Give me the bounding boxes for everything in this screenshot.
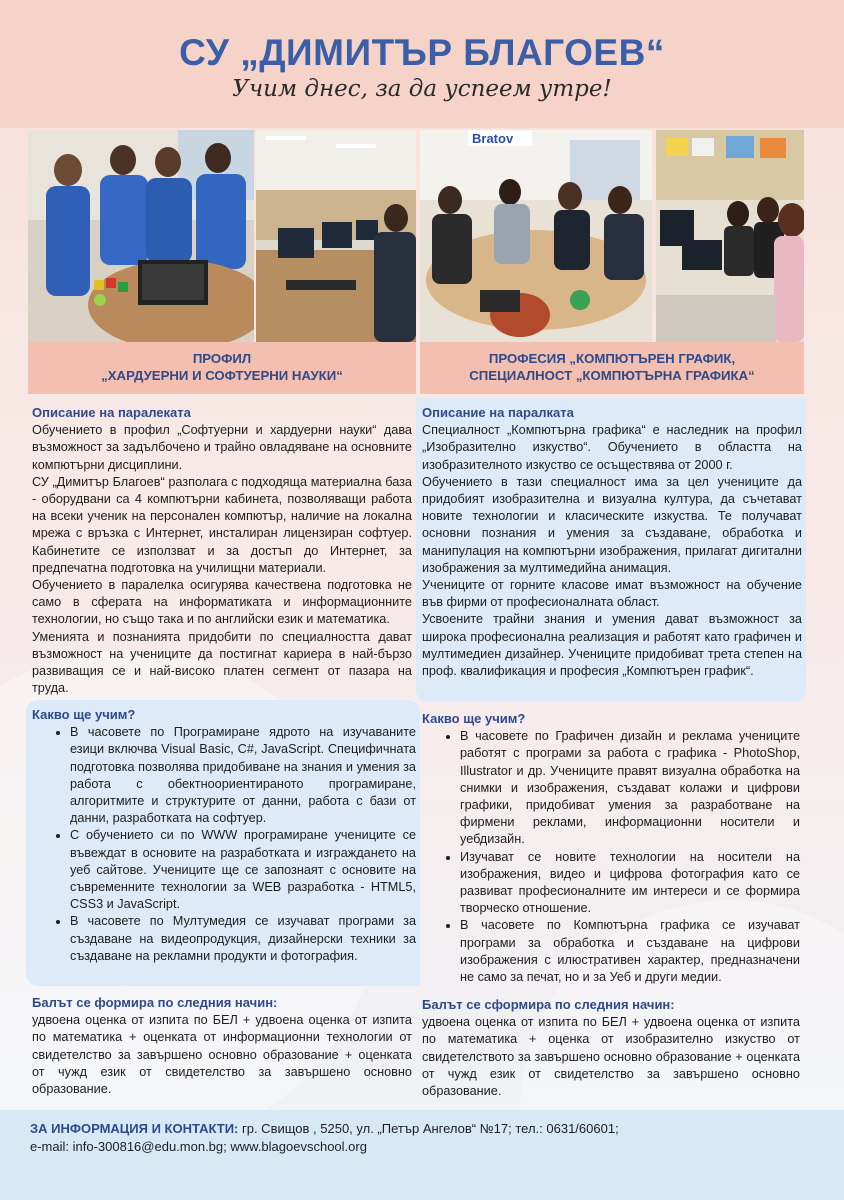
right-description [416,398,806,702]
right-score-heading: Балът се сформира по следния начин: [422,997,675,1012]
paragraph: Уменията и познанията придобити по специалността дават възможност на учениците да постигнат кариера в най-бързо развиващия се и най-високо платен сегмент от пазара на труда. [32,629,412,696]
right-score-text: удвоена оценка от изпита по БЕЛ + удвоена оценка от изпита по математика + оценка от изобразително изкуство от свидетелството за завършено основно образование + оценката от чужд език от свидетелство за завършено основно образование. [422,1015,800,1099]
photo-students-robotics [28,130,254,342]
sign-text: Bratov [472,131,514,146]
contacts [30,1120,830,1156]
left-profile-line1: ПРОФИЛ [192,351,252,366]
paragraph: Усвоените трайни знания и умения дават възможност за широка професионална реализация и работят като графичен и мултимедиен дизайнер. Учениците придобиват трета степен на проф. квалификация и професия „Компютърен график“. [422,612,802,679]
right-profile-line2: СПЕЦИАЛНОСТ „КОМПЮТЪРНА ГРАФИКА“ [469,368,755,383]
list-item: • В часовете по Компютърна графика се изучават програми за обработка и създаване на цифрови изображения с илюстративен характер, предназначени не само за печат, но и за Уеб и други медии. [460,917,800,986]
paragraph: СУ „Димитър Благоев“ разполага с подходяща материална база - оборудвани са 4 компютърни кабинета, позволяващи работа на всеки ученик на персонален компютър, наличие на локална мрежа с връзка с Интернет, инсталиран лицензиран софтуер. Кабинетите се използват и за достъп до Интернет, за предпечатна подготовка на училищни материали. [32,474,412,575]
left-learn-section [26,700,420,986]
contacts-email-web: e-mail: info-300816@edu.mon.bg; www.blagoevschool.org [30,1139,367,1154]
right-description-heading: Описание на паралката [422,405,574,420]
list-item: • В часовете по Програмиране ядрото на изучаваните езици включва Visual Basic, C#, JavaScript. Специфичната подготовка позволява придобиване на знания и умения за работа с обектноориентираното програмиране, алгоритмите и структурите от данни, работа с бази от данни, разработката на софтуер. [70,724,416,827]
paragraph: Обучението в паралелка осигурява качествена подготовка не само в сферата на информатиката и информационните технологии, но също така и по английски език и математика. [32,578,412,627]
contacts-label: ЗА ИНФОРМАЦИЯ И КОНТАКТИ: [30,1121,239,1136]
left-profile-line2: „ХАРДУЕРНИ И СОФТУЕРНИ НАУКИ“ [101,368,343,383]
list-item: • В часовете по Графичен дизайн и реклама учениците работят с програми за работа с графика - PhotoShop, Illustrator и др. Учениците правят визуална обработка на снимки и изображения, създават колажи и цифрови графики, придобиват умения за разработване на фирмени реклами, информационни носители и уебдизайн. [460,728,800,848]
left-learn-list [32,724,416,965]
right-learn-list [422,728,800,986]
paragraph: Учениците от горните класове имат възможност на обучение във фирми от професионалната област. [422,578,802,610]
school-slogan: Учим днес, за да успеем утре! [232,76,612,102]
left-learn-heading: Какво ще учим? [32,707,136,722]
left-score-heading: Балът се формира по следния начин: [32,995,278,1010]
paragraph: Специалност „Компютърна графика“ е наследник на профил „Изобразително изкуство“. Обучението в областта на изобразителното изкуство се осъществява от 2000 г. [422,423,802,472]
right-learn-section [422,710,800,986]
photo-computer-lab [256,130,416,342]
left-score-text: удвоена оценка от изпита по БЕЛ + удвоена оценка от изпита по математика + оценката от информационни технологии от свидетелство за завършено основно образование + оценката от чужд език от свидетелство за завършено основно образование. [32,1013,412,1097]
photo-students-computers [656,130,804,342]
list-item: • С обучението си по WWW програмиране учениците се въвеждат в основите на разработката и изграждането на уеб сайтове. Учениците ще се запознаят с основите на съвременните технологии за WEB разработка - HTML5, CSS3 и JavaScript. [70,827,416,913]
left-score-section [32,994,412,1098]
list-item: • В часовете по Мултумедия се изучават програми за създаване на видеопродукция, дизайнерски техники за създаване на рекламни продукти и фотография. [70,913,416,965]
left-description [32,404,412,697]
paragraph: Обучението в тази специалност има за цел учениците да придобият изобразителна и визуална култура, да съчетават новите технологии и класическите изкуства. Те получават основни познания и умения за създаване, обработка и манипулация на компютърни изображения, прилагат дигитални изображения за мултимедийна анимация. [422,474,802,575]
photo-students-art [420,130,652,342]
list-item: • Изучават се новите технологии на носители на изображения, видео и цифрова фотография като се развиват професионалните им интереси и се формира творческо отношение. [460,849,800,918]
contacts-address: гр. Свищов , 5250, ул. „Петър Ангелов“ №17; тел.: 0631/60601; [238,1121,619,1136]
right-learn-heading: Какво ще учим? [422,711,526,726]
paragraph: Обучението в профил „Софтуерни и хардуерни науки“ дава възможност за задълбочено и трайно овладяване на основните компютърни дисциплини. [32,423,412,472]
right-profile-banner [420,342,804,394]
left-description-heading: Описание на паралеката [32,405,191,420]
left-profile-banner [28,342,416,394]
right-score-section [422,996,800,1100]
right-profile-line1: ПРОФЕСИЯ „КОМПЮТЪРЕН ГРАФИК, [488,351,736,366]
school-title: СУ „ДИМИТЪР БЛАГОЕВ“ [179,32,665,73]
